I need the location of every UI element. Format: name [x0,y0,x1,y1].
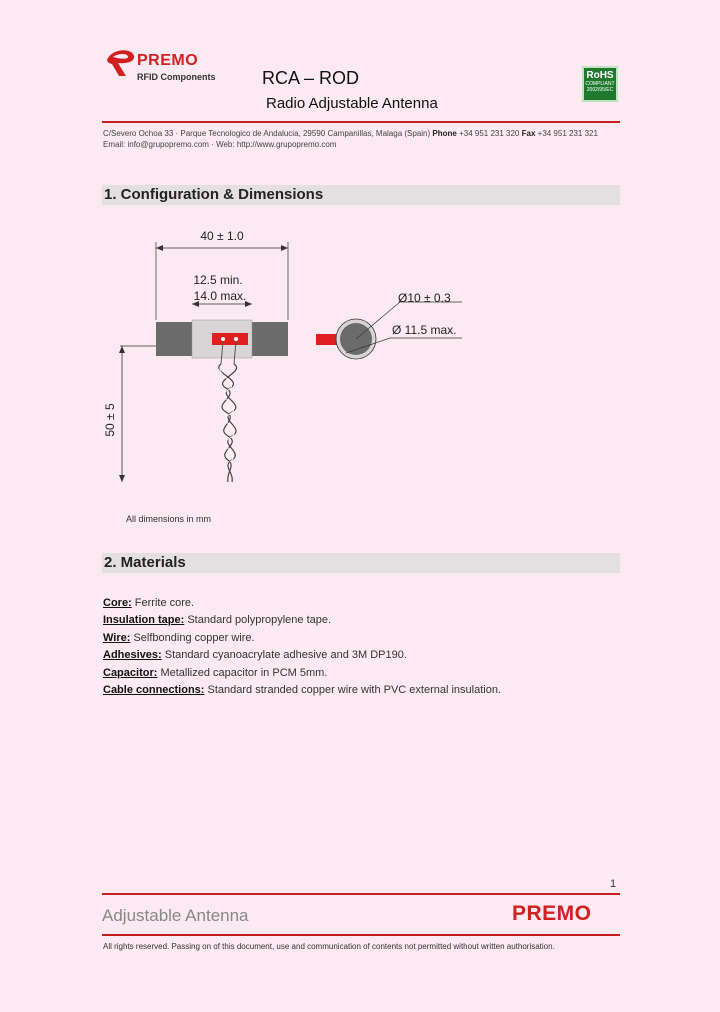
rohs-title: RoHS [586,70,614,81]
length-arrow-right [281,245,288,251]
material-adhesives [103,649,407,661]
material-core [103,597,194,609]
footer-brand: PREMO [512,902,592,925]
wire-b [222,364,237,482]
material-label: Wire: [103,632,131,644]
footer-title: Adjustable Antenna [102,906,249,925]
material-insulation [103,614,331,626]
dimension-drawing [100,220,500,500]
material-cables [103,684,501,696]
material-text: Ferrite core. [134,597,195,609]
diameter-max-label: Ø 11.5 max. [392,323,457,337]
capacitor-pin-left [221,337,225,341]
diameter-label: Ø10 ± 0.3 [398,291,451,305]
section-title-materials: 2. Materials [104,554,186,571]
contact-line-address [103,129,598,138]
phone-number: +34 951 231 320 [459,129,520,138]
wire-arrow-top [119,346,125,353]
material-label: Insulation tape: [103,614,185,626]
web-label: Web: [216,140,235,149]
material-text: Selfbonding copper wire. [133,632,255,644]
capacitor-pin-right [234,337,238,341]
capacitor [212,333,248,345]
rohs-directive: 2002/95/EC [586,87,614,93]
coil-min-label: 12.5 min. [193,273,243,287]
wire-arrow-bottom [119,475,125,482]
brand-name: PREMO [137,52,199,69]
document-subtitle: Radio Adjustable Antenna [266,95,438,112]
rohs-badge [582,66,618,102]
material-wire [103,632,255,644]
length-label: 40 ± 1.0 [200,229,244,243]
length-arrow-left [156,245,163,251]
footer-divider-bottom [102,934,620,936]
wire-length-label: 50 ± 5 [103,403,117,437]
document-title: RCA – ROD [262,68,360,88]
premo-swoosh-icon [104,46,138,80]
section-title-config: 1. Configuration & Dimensions [104,186,324,203]
material-text: Standard cyanoacrylate adhesive and 3M DP190. [164,649,407,661]
rohs-compliant: COMPLIANT [585,81,615,87]
rights-notice: All rights reserved. Passing on of this document, use and communication of contents not permitted without written authorisation. [103,942,555,951]
material-capacitor [103,667,327,679]
footer-divider-top [102,893,620,895]
page-number: 1 [610,878,617,890]
material-text: Metallized capacitor in PCM 5mm. [160,667,328,679]
material-label: Capacitor: [103,667,158,679]
header-divider [102,121,620,123]
fax-number: +34 951 231 321 [537,129,598,138]
web-link[interactable]: http://www.grupopremo.com [236,140,337,149]
material-text: Standard stranded copper wire with PVC external insulation. [207,684,502,696]
dimensions-note: All dimensions in mm [126,514,212,524]
fax-label: Fax [521,129,536,138]
phone-label: Phone [432,129,457,138]
email-label: Email: [103,140,126,149]
brand-tagline: RFID Components [137,72,216,82]
material-label: Core: [103,597,132,609]
material-label: Cable connections: [103,684,205,696]
material-label: Adhesives: [103,649,162,661]
email-link[interactable]: info@grupopremo.com [127,140,209,149]
material-text: Standard polypropylene tape. [187,614,332,626]
contact-line-web: Email: info@grupopremo.com · Web: http://www.grupopremo.com [103,140,337,149]
coil-max-label: 14.0 max. [193,289,247,303]
address: C/Severo Ochoa 33 · Parque Tecnologico de Andalucia, 29590 Campanillas, Malaga (Spain) [103,129,431,138]
